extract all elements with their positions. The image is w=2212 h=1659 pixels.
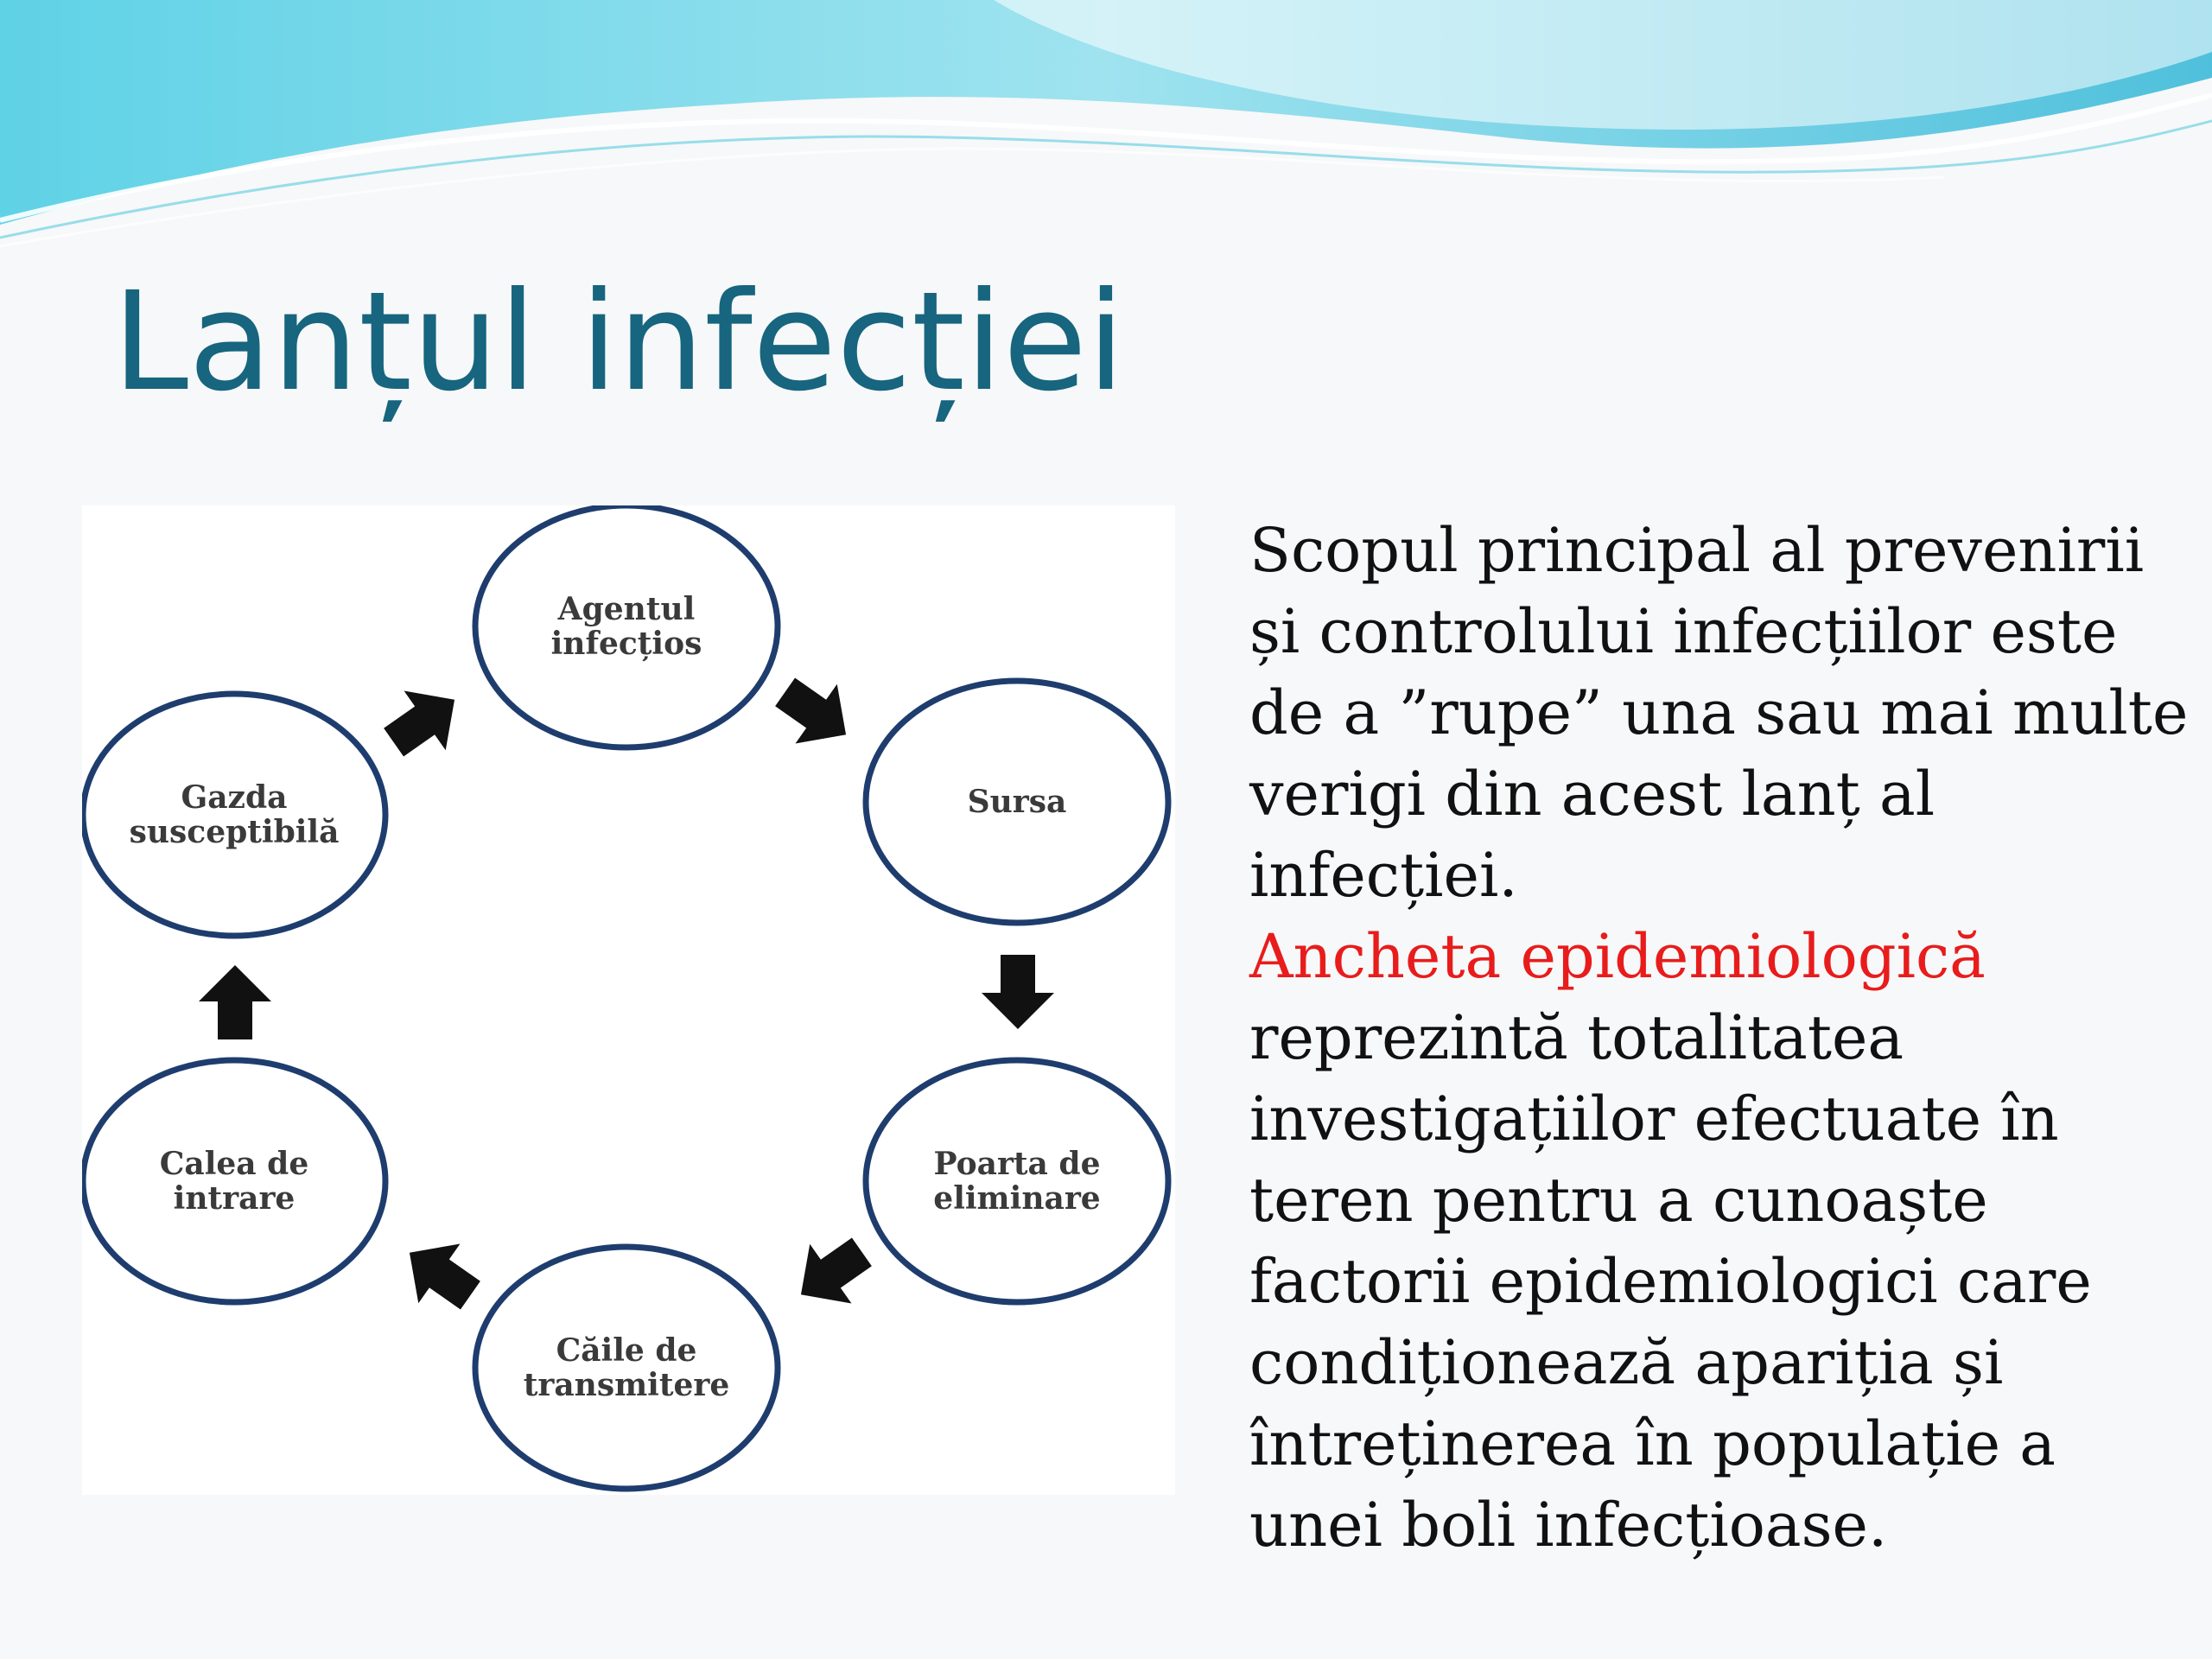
paragraph-epidemiological-inquiry <box>1249 916 2191 1566</box>
node-entry: Calea de intrare <box>159 1146 309 1217</box>
arrow-source-to-exit <box>982 955 1054 1029</box>
node-transmission: Căile de transmitere <box>523 1332 730 1403</box>
header-wave-decoration <box>0 0 2212 259</box>
node-exit: Poarta de eliminare <box>933 1146 1101 1217</box>
node-agent: Agentul infecțios <box>550 591 702 662</box>
body-text <box>1249 510 2191 1566</box>
arrow-agent-to-source <box>765 663 868 765</box>
paragraph-definition: reprezintă totalitatea investigațiilor efectuate în teren pentru a cunoaște factorii epidemiologici care condiționează apariția și întreținerea în populație a unei boli infecțioase. <box>1249 1002 2092 1560</box>
paragraph-prevention-goal: Scopul principal al prevenirii și controlului infecțiilor este de a ”rupe” una sau mai multe verigi din acest lanț al infecției. <box>1249 515 2189 911</box>
arrow-exit-to-transmission <box>780 1223 883 1325</box>
highlighted-term: Ancheta epidemiologică <box>1249 921 1986 992</box>
arrow-transmission-to-entry <box>389 1223 492 1325</box>
arrow-entry-to-host <box>199 965 271 1039</box>
infection-chain-diagram <box>82 505 1175 1495</box>
slide-title: Lanțul infecției <box>112 263 1125 422</box>
node-source: Sursa <box>967 784 1067 820</box>
node-host: Gazda susceptibilă <box>129 779 340 850</box>
arrow-host-to-agent <box>373 670 476 772</box>
